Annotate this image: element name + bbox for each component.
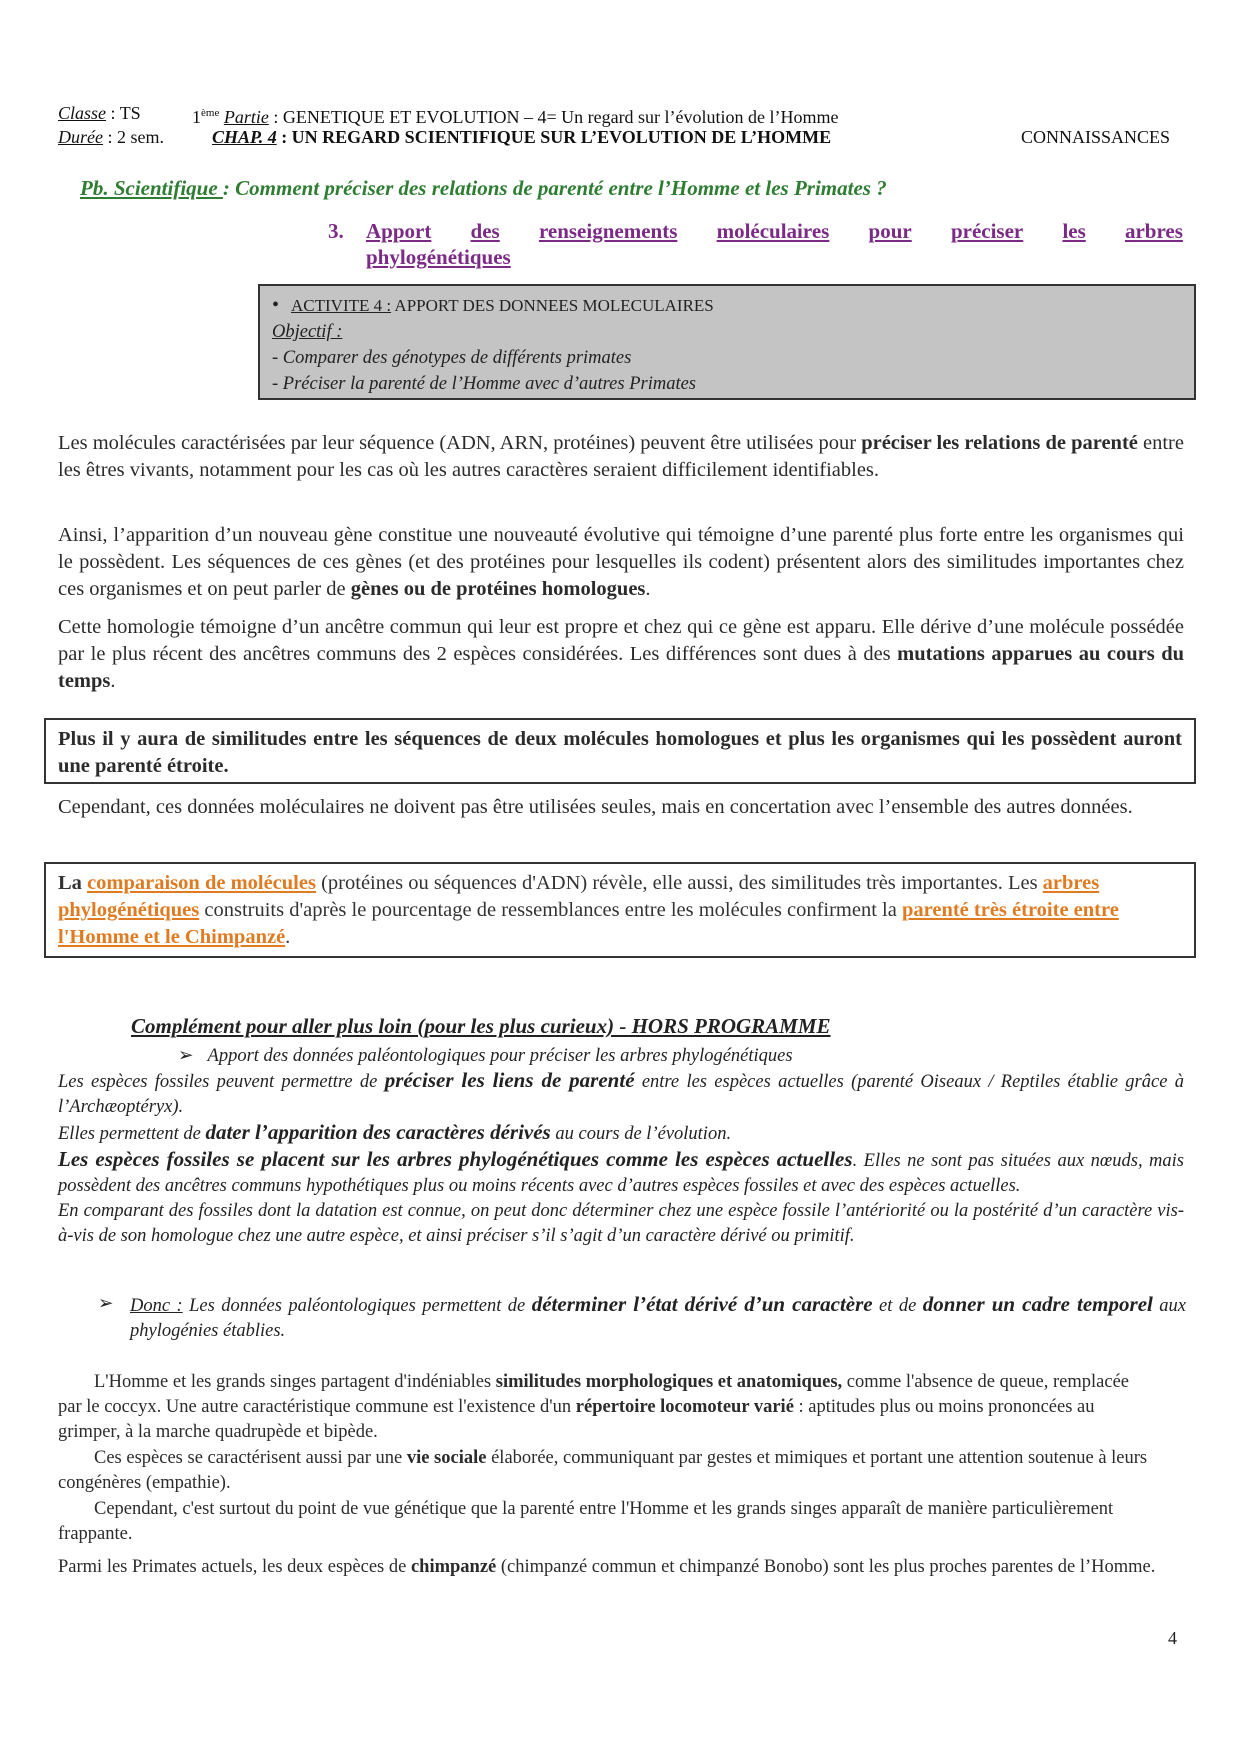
text-run: répertoire locomoteur varié [575,1397,794,1417]
text-run: construits d'après le pourcentage de ressemblances entre les molécules confirment la [199,899,902,921]
activity-subject: APPORT DES DONNEES MOLECULAIRES [391,296,714,315]
section-title-word: préciser [950,219,1024,243]
scientific-problem [80,176,887,201]
section-title-word: des [470,219,500,243]
complement-conclusion-text [130,1292,1186,1344]
classe-label: Classe [58,103,107,123]
text-run: préciser les liens de parenté [384,1068,635,1092]
subtitle-text: Apport des données paléontologiques pour préciser les arbres phylogénétiques [207,1046,793,1066]
text-run: élaborée, communiquant par gestes et mimiques et portant une attention soutenue à leurs congénères (empathie). [58,1448,1148,1493]
complement-paragraph [58,1199,1184,1249]
text-run: Parmi les Primates actuels, les deux espèces de [58,1557,411,1577]
document-type: CONNAISSANCES [1020,127,1170,147]
duree-label: Durée [58,127,103,147]
text-run: Donc : [130,1296,183,1316]
text-run: Les espèces fossiles se placent sur les arbres phylogénétiques comme les espèces actuelles [58,1147,853,1171]
activity-title [272,292,1182,319]
complement-paragraph [58,1147,1184,1199]
text-run: Plus il y aura de similitudes entre les séquences de deux molécules homologues et plus les organismes qui les possèdent auront une parenté étroite. [58,728,1182,777]
section-title-line-2: phylogénétiques [366,245,511,269]
text-run: . Elles ne sont pas situées aux nœuds, mais possèdent des ancêtres communs hypothétiques plus ou moins récents avec d’autres espèces fossiles et avec des espèces actuelles. [58,1151,1185,1196]
intro-paragraph-2 [58,522,1184,603]
text-run: Cependant, ces données moléculaires ne doivent pas être utilisées seules, mais en concertation avec l’ensemble des autres données. [58,796,1133,818]
partie-heading [192,102,839,128]
objective-item: - Comparer des génotypes de différents primates [272,348,632,368]
partie-number: 1 [192,107,201,127]
text-run: Cependant, c'est surtout du point de vue génétique que la parenté entre l'Homme et les grands singes apparaît de manière particulièrement frappante. [58,1499,1114,1544]
text-run: (protéines ou séquences d'ADN) révèle, elle aussi, des similitudes très importantes. Les [315,872,1043,894]
complement-body [58,1068,1184,1249]
problem-text: : Comment préciser des relations de parenté entre l’Homme et les Primates ? [222,176,887,200]
intro-paragraph-3 [58,614,1184,695]
text-run: chimpanzé [410,1557,497,1577]
text-run: Ces espèces se caractérisent aussi par une [94,1448,407,1468]
caution-paragraph [58,794,1184,821]
intro-paragraph-1 [58,430,1184,484]
closing-paragraph [58,1370,1156,1445]
section-title-word: renseignements [538,219,678,243]
text-run: préciser les relations de parenté [861,432,1138,454]
activity-box [258,284,1196,400]
text-run: L'Homme et les grands singes partagent d'indéniables [94,1372,496,1392]
text-run: Cette homologie témoigne d’un ancêtre commun qui leur est propre et chez qui ce gène est apparu. Elle dérive d’une molécule possédée par le plus récent des ancêtres communs des 2 espèces considérées. Les différences sont dues à des [58,616,1184,665]
text-run: similitudes morphologiques et anatomiques, [495,1372,843,1392]
text-run: Ainsi, l’apparition d’un nouveau gène constitue une nouveauté évolutive qui témoigne d’une parenté plus forte entre les organismes qui le possèdent. Les séquences de ces gènes (et des protéines pour lesquelles ils codent) présentent alors des similitudes importantes chez ces organismes et on peut parler de [58,524,1184,600]
activity-number: ACTIVITE 4 : [291,296,392,315]
chapter-title [212,126,831,148]
text-run: Les espèces fossiles peuvent permettre de [58,1072,385,1092]
text-run: (chimpanzé commun et chimpanzé Bonobo) sont les plus proches parentes de l’Homme. [496,1557,1156,1577]
header-line-1 [58,102,141,124]
text-run: gènes ou de protéines homologues [350,578,646,600]
text-run: . [110,670,116,692]
partie-label: Partie [223,107,269,127]
text-run: aux phylogénies établies. [130,1296,1187,1341]
section-title-word: pour [868,219,912,243]
text-run: comparaison de molécules [87,872,316,894]
partie-suffix: ème [201,107,220,119]
closing-paragraph [58,1497,1156,1547]
section-title-word: moléculaires [716,219,830,243]
text-run: au cours de l’évolution. [550,1124,732,1144]
page-number: 4 [1168,1628,1177,1648]
problem-label: Pb. Scientifique [80,176,223,200]
text-run: mutations apparues au cours du temps [58,643,1184,692]
conclusion-box-2 [44,862,1196,958]
duree-value: : 2 sem. [102,127,164,147]
section-number: 3. [328,219,344,243]
text-run: donner un cadre temporel [922,1292,1153,1316]
partie-value: : GENETIQUE ET EVOLUTION – 4= Un regard sur l’évolution de l’Homme [268,107,839,127]
objective-item: - Préciser la parenté de l’Homme avec d’autres Primates [272,374,697,394]
closing-paragraph [58,1446,1156,1496]
section-title-word: arbres [1124,219,1183,243]
objective-label: Objectif : [272,322,343,342]
closing-section [58,1370,1156,1580]
text-run: La [58,872,88,894]
text-run: déterminer l’état dérivé d’un caractère [531,1292,873,1316]
classe-value: : TS [106,103,141,123]
text-run: comme l'absence de queue, remplacée par le coccyx. Une autre caractéristique commune est l'existence d'un [58,1372,1130,1417]
text-run: . [285,926,291,948]
conclusion-box-1 [44,718,1196,784]
text-run: . [645,578,651,600]
text-run: entre les êtres vivants, notamment pour les cas où les autres caractères seraient difficilement identifiables. [58,432,1184,481]
text-run: entre les espèces actuelles (parenté Oiseaux / Reptiles établie grâce à l’Archæoptéryx). [58,1072,1184,1117]
closing-paragraph [58,1555,1184,1580]
chapter-value: : UN REGARD SCIENTIFIQUE SUR L’EVOLUTION DE L’HOMME [276,127,832,147]
complement-paragraph [58,1120,1184,1147]
text-run: arbres phylogénétiques [58,872,1100,921]
text-run: Elles permettent de [58,1124,206,1144]
text-run: parenté très étroite entre l'Homme et le Chimpanzé [58,899,1119,948]
section-title-word: Apport [366,219,432,243]
arrow-icon: ➢ [98,1294,114,1314]
text-run: dater l’apparition des caractères dérivés [205,1120,551,1144]
text-run: Les molécules caractérisées par leur séquence (ADN, ARN, protéines) peuvent être utilisées pour [58,432,862,454]
complement-paragraph [58,1068,1184,1120]
section-title-word: les [1062,219,1086,243]
text-run: : aptitudes plus ou moins prononcées au grimper, à la marche quadrupède et bipède. [58,1397,1095,1442]
complement-subtitle [178,1044,793,1069]
complement-title: Complément pour aller plus loin (pour les plus curieux) - HORS PROGRAMME [131,1014,831,1038]
header-line-2 [58,126,164,148]
section-title-line-1 [366,219,1183,244]
text-run: En comparant des fossiles dont la datation est connue, on peut donc déterminer chez une espèce fossile l’antériorité ou la postérité d’un caractère vis-à-vis de son homologue chez une autre espèce, et ainsi préciser s’il s’agit d’un caractère dérivé ou primitif. [58,1201,1184,1246]
text-run: vie sociale [406,1448,487,1468]
arrow-icon: ➢ [178,1046,194,1066]
chapter-label: CHAP. 4 [212,127,277,147]
bullet-icon: • [272,294,280,316]
complement-conclusion [98,1292,1186,1344]
text-run: Les données paléontologiques permettent de [182,1296,532,1316]
text-run: et de [872,1296,923,1316]
